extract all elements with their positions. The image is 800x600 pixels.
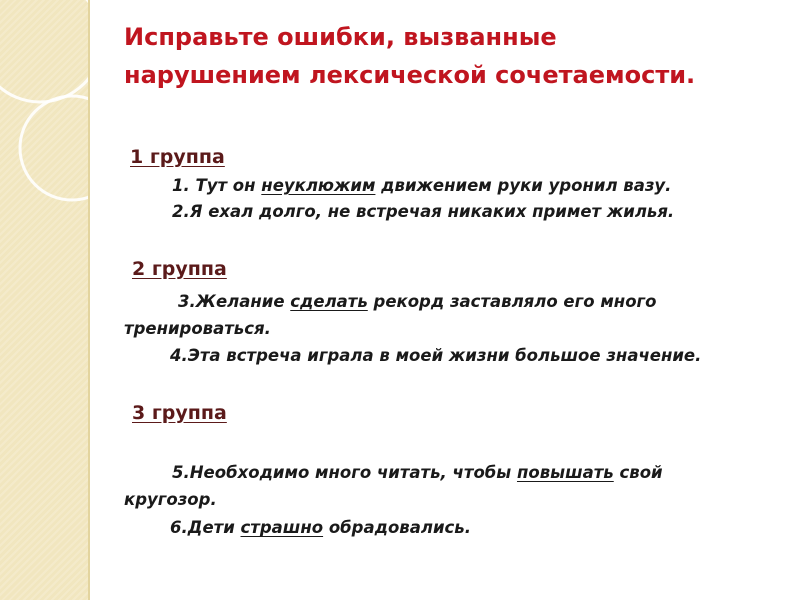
sentence-2: 2.Я ехал долго, не встречая никаких примет жилья. bbox=[172, 202, 675, 221]
sentence-6-part-a: 6.Дети bbox=[170, 518, 241, 537]
sentence-1 bbox=[172, 176, 671, 195]
sentence-5-part-a: 5.Необходимо много читать, чтобы bbox=[172, 463, 517, 482]
slide-title bbox=[124, 18, 764, 94]
sentence-5-line-2: кругозор. bbox=[124, 490, 217, 509]
title-line-2: нарушением лексической сочетаемости. bbox=[124, 61, 696, 89]
group-3-heading: 3 группа bbox=[132, 402, 227, 424]
sentence-5-part-b: свой bbox=[613, 463, 663, 482]
sentence-6-part-b: обрадовались. bbox=[323, 518, 471, 537]
sentence-3 bbox=[178, 292, 657, 311]
sentence-4: 4.Эта встреча играла в моей жизни большое значение. bbox=[170, 346, 702, 365]
sentence-1-part-a: 1. Тут он bbox=[172, 176, 262, 195]
title-line-1: Исправьте ошибки, вызванные bbox=[124, 23, 557, 51]
group-1-heading: 1 группа bbox=[130, 146, 225, 168]
sentence-6-underlined: страшно bbox=[240, 518, 324, 537]
sentence-3-part-a: 3.Желание bbox=[178, 292, 291, 311]
sentence-6 bbox=[170, 518, 471, 537]
group-2-heading: 2 группа bbox=[132, 258, 227, 280]
sentence-5-underlined: повышать bbox=[516, 463, 614, 482]
sentence-3-part-b: рекорд заставляло его много bbox=[367, 292, 657, 311]
sentence-1-part-b: движением руки уронил вазу. bbox=[375, 176, 672, 195]
sentence-5 bbox=[172, 463, 663, 482]
sentence-3-line-2: тренироваться. bbox=[124, 319, 271, 338]
sentence-3-underlined: сделать bbox=[290, 292, 368, 311]
sentence-1-underlined: неуклюжим bbox=[261, 176, 376, 195]
